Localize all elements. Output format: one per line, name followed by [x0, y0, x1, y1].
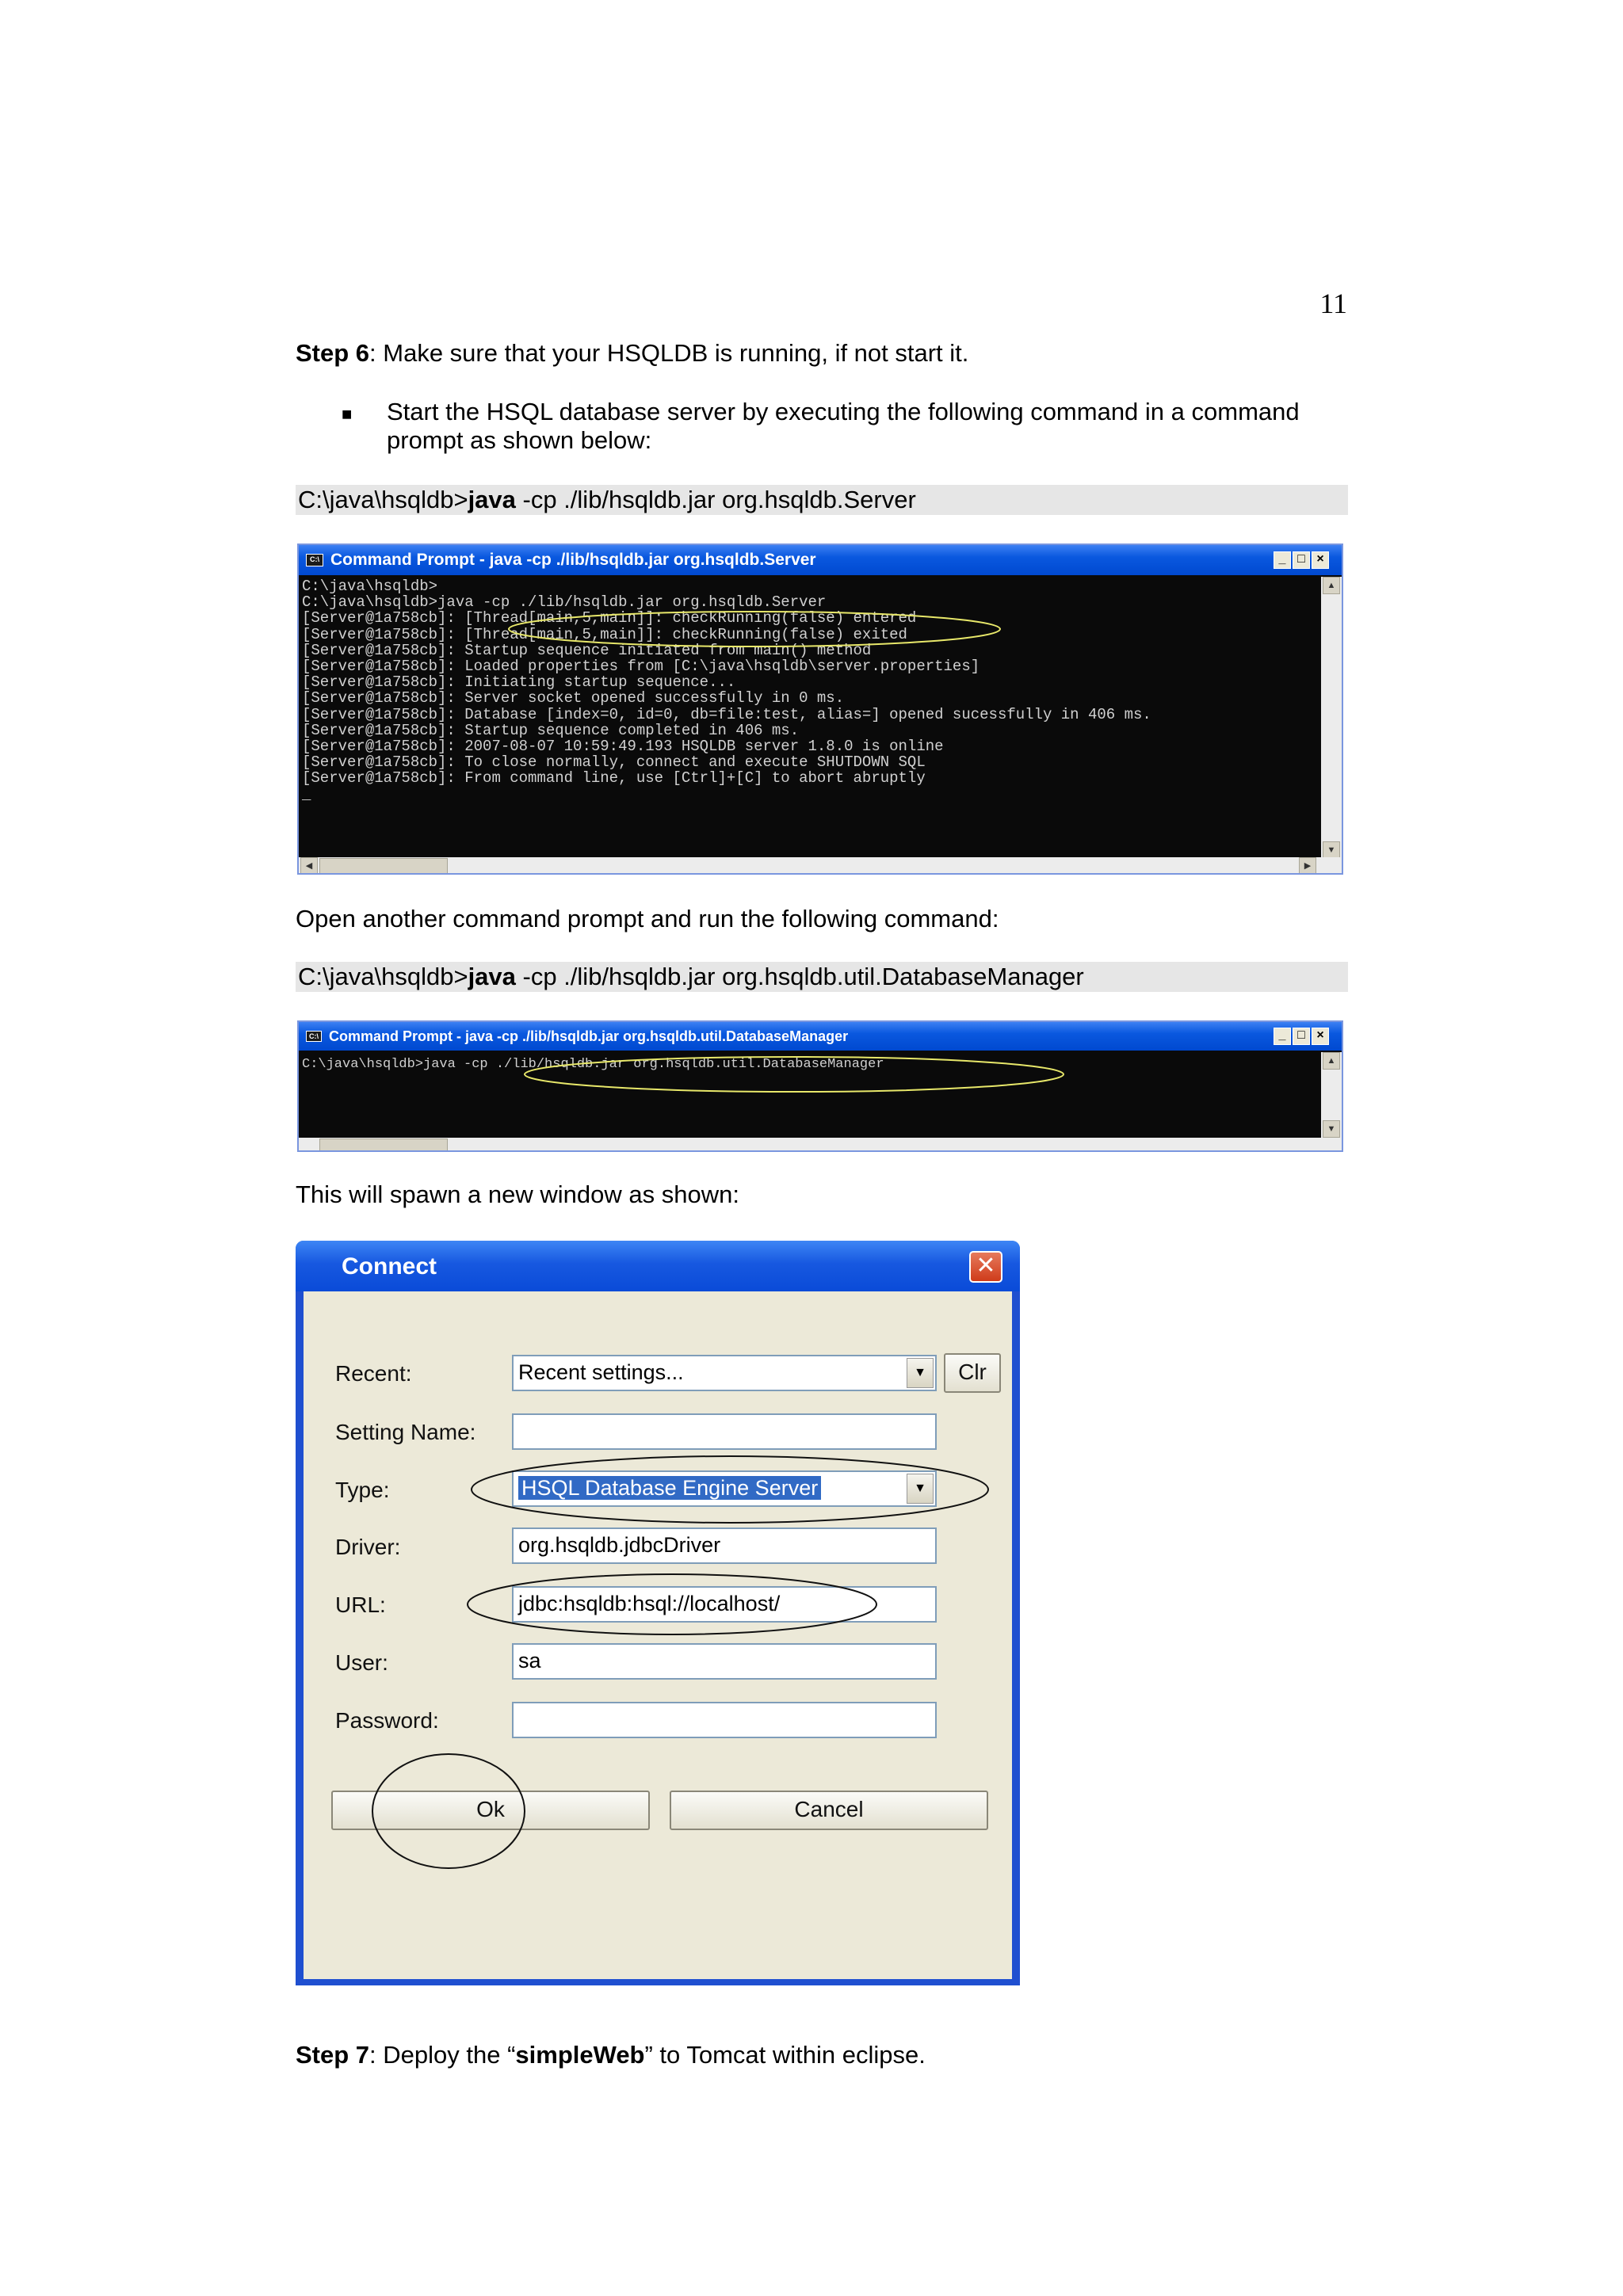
server-console-line: [Server@1a758cb]: Startup sequence initiated from main() method — [302, 641, 872, 659]
server-console-line: [Server@1a758cb]: From command line, use [Ctrl]+[C] to abort abruptly — [302, 769, 926, 788]
bullet-square-icon: ■ — [342, 404, 353, 424]
maximize-icon[interactable]: □ — [1293, 551, 1310, 569]
server-console-line: [Server@1a758cb]: Server socket opened successfully in 0 ms. — [302, 689, 845, 707]
paragraph-open-another: Open another command prompt and run the following command: — [296, 905, 999, 933]
step-7-post: ” to Tomcat within eclipse. — [644, 2041, 926, 2069]
connect-dialog-titlebar — [296, 1241, 1020, 1291]
step-7-pre: : Deploy the “ — [369, 2041, 516, 2069]
command-2-java: java — [468, 963, 516, 990]
recent-label: Recent: — [335, 1361, 412, 1386]
page-number: 11 — [1319, 288, 1347, 319]
scroll-down-icon[interactable]: ▼ — [1323, 841, 1340, 859]
close-icon[interactable]: × — [1312, 1028, 1329, 1045]
command-1-rest: -cp ./lib/hsqldb.jar org.hsqldb.Server — [515, 486, 916, 513]
window-2-title: Command Prompt - java -cp ./lib/hsqldb.jar org.hsqldb.util.DatabaseManager — [329, 1028, 849, 1044]
server-console-line: _ — [302, 785, 311, 803]
url-input[interactable]: jdbc:hsqldb:hsql://localhost/ — [512, 1586, 937, 1623]
server-console-line: [Server@1a758cb]: To close normally, connect and execute SHUTDOWN SQL — [302, 753, 926, 772]
server-console-line: C:\java\hsqldb> — [302, 578, 438, 595]
type-select-value: HSQL Database Engine Server — [518, 1476, 821, 1500]
connect-dialog-title: Connect — [342, 1253, 437, 1280]
scroll-up-icon[interactable]: ▲ — [1323, 577, 1340, 594]
connect-dialog-body — [304, 1291, 1012, 1979]
scroll-left-icon[interactable]: ◀ — [300, 857, 318, 875]
server-console-line: [Server@1a758cb]: [Thread[main,5,main]]: checkRunning(false) entered — [302, 609, 917, 627]
step-6-text: : Make sure that your HSQLDB is running, if not start it. — [369, 339, 969, 367]
minimize-icon[interactable]: _ — [1274, 551, 1291, 569]
minimize-icon[interactable]: _ — [1274, 1028, 1291, 1045]
user-input[interactable]: sa — [512, 1643, 937, 1680]
server-console-line: [Server@1a758cb]: 2007-08-07 10:59:49.193 HSQLDB server 1.8.0 is online — [302, 738, 944, 756]
step-6-label: Step 6 — [296, 339, 370, 367]
paragraph-spawn-window: This will spawn a new window as shown: — [296, 1180, 739, 1208]
command-2-box — [296, 962, 1348, 992]
close-icon[interactable]: × — [1312, 551, 1329, 569]
dbmanager-console-line: C:\java\hsqldb>java -cp ./lib/hsqldb.jar org.hsqldb.util.DatabaseManager — [302, 1057, 884, 1072]
server-console-line: [Server@1a758cb]: [Thread[main,5,main]]: checkRunning(false) exited — [302, 625, 907, 643]
cmd-icon: C:\ — [306, 554, 323, 566]
annotation-ellipses-connect — [304, 1291, 1012, 1979]
driver-label: Driver: — [335, 1535, 401, 1559]
server-console-line: [Server@1a758cb]: Database [index=0, id=0, db=file:test, alias=] opened sucessfully in 406 ms. — [302, 705, 1151, 723]
command-prompt-window-server — [297, 543, 1343, 875]
step-7-paragraph — [296, 2041, 926, 2069]
step-7-project: simpleWeb — [515, 2041, 645, 2069]
command-1-java: java — [468, 486, 516, 513]
url-label: URL: — [335, 1592, 386, 1617]
command-prompt-window-dbmanager — [297, 1020, 1343, 1152]
annotation-ellipse-server-command — [299, 545, 1343, 875]
type-label: Type: — [335, 1478, 390, 1502]
chevron-down-icon[interactable]: ▼ — [907, 1358, 934, 1388]
bullet-line-2: prompt as shown below: — [387, 426, 652, 454]
command-1-box — [296, 485, 1348, 515]
command-1-prefix: C:\java\hsqldb> — [298, 486, 468, 513]
connect-dialog — [296, 1241, 1020, 1985]
setting-name-label: Setting Name: — [335, 1420, 476, 1444]
scroll-up-icon[interactable]: ▲ — [1323, 1052, 1340, 1070]
driver-input[interactable]: org.hsqldb.jdbcDriver — [512, 1527, 937, 1564]
scroll-down-icon[interactable]: ▼ — [1323, 1120, 1340, 1138]
command-2-rest: -cp ./lib/hsqldb.jar org.hsqldb.util.DatabaseManager — [515, 963, 1084, 990]
server-console-line: [Server@1a758cb]: Initiating startup sequence... — [302, 673, 736, 692]
chevron-down-icon[interactable]: ▼ — [907, 1474, 934, 1504]
scroll-right-icon[interactable]: ▶ — [1299, 857, 1316, 875]
server-console-line: [Server@1a758cb]: Loaded properties from [C:\java\hsqldb\server.properties] — [302, 658, 980, 676]
ok-button[interactable]: Ok — [331, 1791, 650, 1830]
user-label: User: — [335, 1650, 388, 1675]
step-7-label: Step 7 — [296, 2041, 370, 2069]
clr-button[interactable]: Clr — [944, 1353, 1001, 1393]
recent-select-value: Recent settings... — [518, 1360, 684, 1384]
step-6-paragraph — [296, 339, 968, 368]
command-2-prefix: C:\java\hsqldb> — [298, 963, 468, 990]
cancel-button[interactable]: Cancel — [670, 1791, 988, 1830]
server-console-line: C:\java\hsqldb>java -cp ./lib/hsqldb.jar org.hsqldb.Server — [302, 593, 827, 612]
close-icon[interactable]: ✕ — [969, 1251, 1002, 1283]
maximize-icon[interactable]: □ — [1293, 1028, 1310, 1045]
server-console-line: [Server@1a758cb]: Startup sequence completed in 406 ms. — [302, 721, 800, 739]
password-label: Password: — [335, 1708, 439, 1733]
bullet-line-1: Start the HSQL database server by executing the following command in a command — [387, 398, 1300, 425]
annotation-ellipse-dbmanager-command — [299, 1022, 1343, 1152]
cmd-icon: C:\ — [306, 1031, 322, 1042]
window-1-title: Command Prompt - java -cp ./lib/hsqldb.jar org.hsqldb.Server — [330, 551, 816, 569]
